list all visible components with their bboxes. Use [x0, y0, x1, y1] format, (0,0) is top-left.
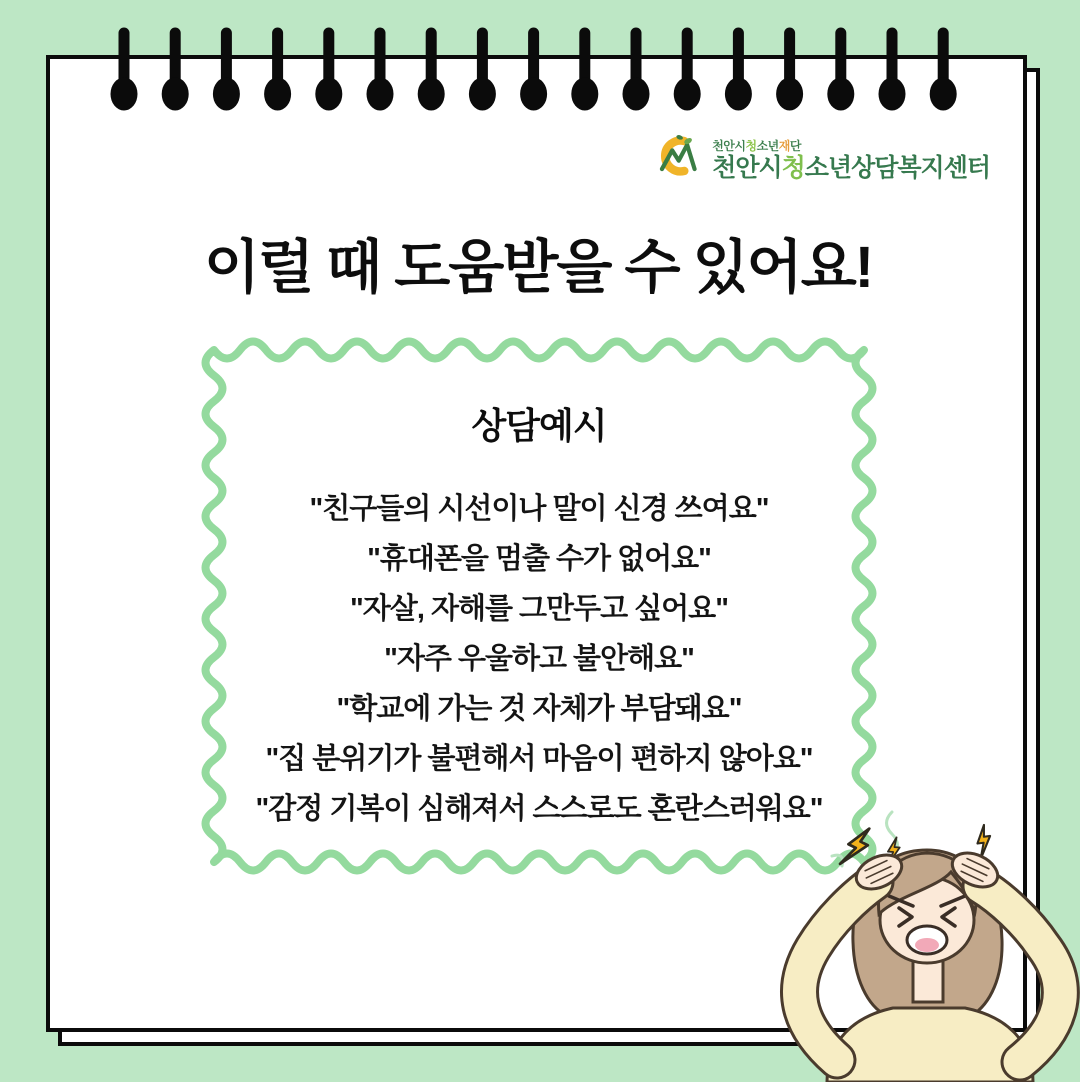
- quote-line: "자살, 자해를 그만두고 싶어요": [350, 593, 728, 625]
- card-quotes: [208, 484, 870, 834]
- card-heading: 상담예시: [471, 405, 607, 446]
- spiral-pins: [111, 33, 957, 111]
- neck: [913, 958, 943, 1002]
- logo: [647, 131, 990, 181]
- logo-text: [712, 140, 990, 181]
- logo-main-text: 천안시청소년상담복지센터: [712, 154, 990, 182]
- spiral-binding: [0, 0, 1080, 130]
- quote-line: "학교에 가는 것 자체가 부담돼요": [336, 693, 742, 725]
- stressed-person-illustration: [775, 810, 1080, 1082]
- page-title: 이럴 때 도움받을 수 있어요!: [203, 235, 873, 300]
- example-card: [200, 336, 878, 876]
- logo-small-text: 천안시청소년재단: [712, 139, 801, 153]
- quote-line: "자주 우울하고 불안해요": [384, 643, 694, 675]
- quote-line: "친구들의 시선이나 말이 신경 쓰여요": [309, 493, 769, 525]
- quote-line: "감정 기복이 심해져서 스스로도 혼란스러워요": [255, 793, 823, 825]
- quote-line: "휴대폰을 멈출 수가 없어요": [367, 543, 711, 575]
- torso: [827, 1008, 1033, 1082]
- quote-line: "집 분위기가 불편해서 마음이 편하지 않아요": [265, 743, 813, 775]
- logo-mark-icon: [647, 131, 703, 181]
